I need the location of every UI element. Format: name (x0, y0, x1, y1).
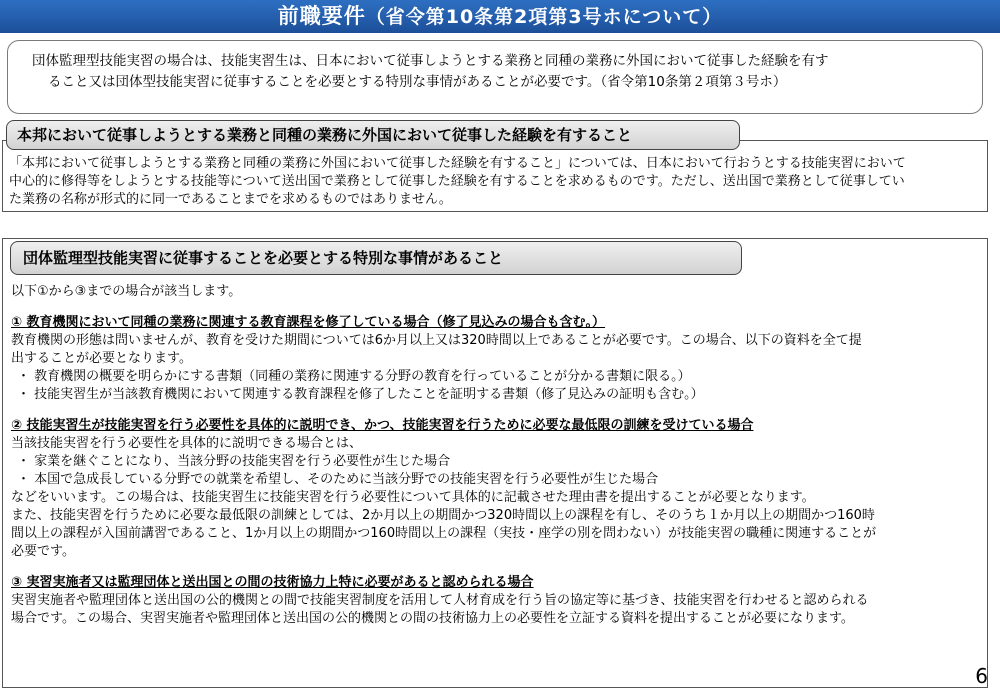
case3-line-2: 場合です。この場合、実習実施者や監理団体と送出国の公的機関との間の技術協力上の必要性を立証する資料を提出することが必要になります。 (11, 611, 854, 626)
case2-line-3: また、技能実習を行うために必要な最低限の訓練としては、2か月以上の期間かつ320時間以上の課程を有し、そのうち１か月以上の期間かつ160時 (11, 508, 875, 523)
intro-box (7, 40, 983, 114)
section1-line-1: 「本邦において従事しようとする業務と同種の業務に外国において従事した経験を有すること」については、日本において行おうとする技能実習において (9, 156, 906, 171)
case3-heading: ③ 実習実施者又は監理団体と送出国との間の技術協力上特に必要があると認められる場合 (11, 575, 534, 590)
case1-bullet-1: ・ 教育機関の概要を明らかにする書類（同種の業務に関連する分野の教育を行っていることが分かる書類に限る。） (17, 369, 691, 384)
case1-heading: ① 教育機関において同種の業務に関連する教育課程を修了している場合（修了見込みの場合も含む。） (11, 315, 606, 330)
case2-heading: ② 技能実習生が技能実習を行う必要性を具体的に説明でき、かつ、技能実習を行うために必要な最低限の訓練を受けている場合 (11, 418, 754, 433)
section-prior-experience (2, 140, 988, 212)
section2-heading: 団体監理型技能実習に従事することを必要とする特別な事情があること (10, 241, 742, 275)
case2-line-4: 間以上の課程が入国前講習であること、1か月以上の期間かつ160時間以上の課程（実技・座学の別を問わない）が技能実習の職種に関連することが (11, 526, 877, 541)
case2-line-2: などをいいます。この場合は、技能実習生に技能実習を行う必要性について具体的に記載させた理由書を提出することが必要となります。 (11, 490, 815, 505)
intro-line-1: 団体監理型技能実習の場合は、技能実習生は、日本において従事しようとする業務と同種の業務に外国において従事した経験を有す (32, 53, 829, 69)
section1-line-2: 中心的に修得等をしようとする技能等について送出国で業務として従事した経験を有することを求めるものです。ただし、送出国で業務として従事してい (9, 174, 905, 189)
section1-line-3: た業務の名称が形式的に同一であることまでを求めるものではありません。 (9, 192, 452, 207)
case2-line-1: 当該技能実習を行う必要性を具体的に説明できる場合とは、 (11, 436, 363, 451)
case3-line-1: 実習実施者や監理団体と送出国の公的機関との間で技能実習制度を活用して人材育成を行う旨の協定等に基づき、技能実習を行わせると認められる (11, 593, 869, 608)
case1-line-1: 教育機関の形態は問いませんが、教育を受けた期間については6か月以上又は320時間以上であることが必要です。この場合、以下の資料を全て提 (11, 333, 862, 348)
section1-heading: 本邦において従事しようとする業務と同種の業務に外国において従事した経験を有すること (6, 120, 740, 150)
page-subtitle: （省令第10条第2項第3号ホについて） (365, 6, 723, 28)
page-number: 6 (975, 664, 988, 688)
section2-intro: 以下①から③までの場合が該当します。 (11, 284, 242, 299)
page-title-bar (0, 0, 1000, 33)
case2-bullet-2: ・ 本国で急成長している分野での就業を希望し、そのために当該分野での技能実習を行う必要性が生じた場合 (17, 472, 659, 487)
case1-bullet-2: ・ 技能実習生が当該教育機関において関連する教育課程を修了したことを証明する書類（修了見込みの証明も含む。） (17, 387, 704, 402)
case2-line-5: 必要です。 (11, 544, 75, 559)
case2-bullet-1: ・ 家業を継ぐことになり、当該分野の技能実習を行う必要性が生じた場合 (17, 454, 451, 469)
page-title: 前職要件 (277, 4, 366, 28)
case1-line-2: 出することが必要となります。 (11, 351, 192, 366)
intro-line-2: ること又は団体型技能実習に従事することを必要とする特別な事情があることが必要です。（省令第10条第２項第３号ホ） (48, 74, 787, 90)
section-special-circumstances (2, 238, 988, 688)
